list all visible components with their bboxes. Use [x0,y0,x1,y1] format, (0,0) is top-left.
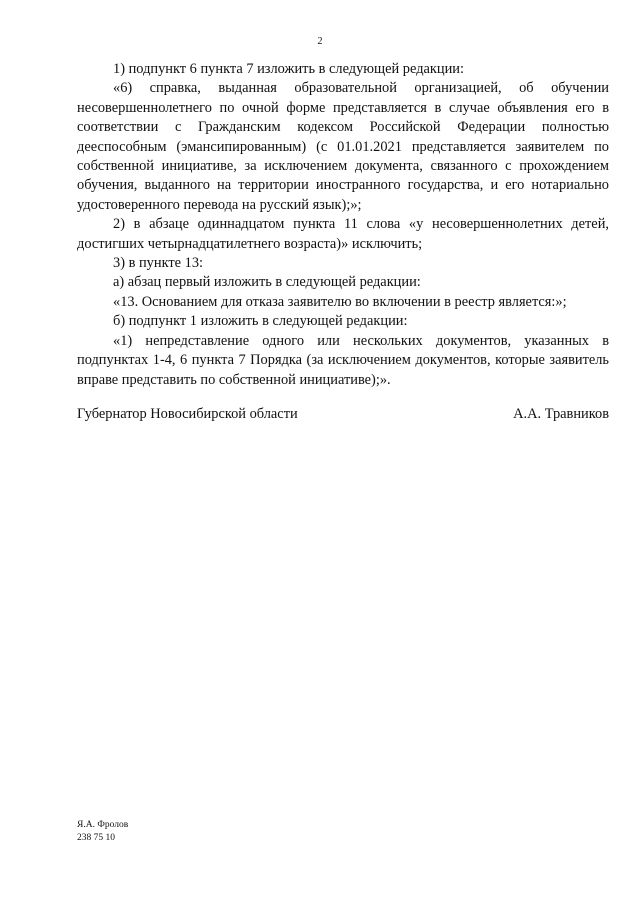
paragraph-5: а) абзац первый изложить в следующей редакции: [113,274,421,291]
paragraph-2: «6) справка, выданная образовательной организацией, об обучении несовершеннолетнего по очной форме представляется в случае объявления его в соответствии с Гражданским кодексом Российской Федерации полностью дееспособным (эмансипированным) (с 01.01.2021 представляется заявителем по собственной инициативе, за исключением документа, связанного с прохождением обучения, выданного на территории иностранного государства, и его нотариально удостоверенного перевода на русский язык);»; [77,80,609,213]
paragraph-4: 3) в пункте 13: [113,255,204,272]
executor-phone: 238 75 10 [77,833,115,843]
paragraph-6: «13. Основанием для отказа заявителю во включении в реестр является:»; [113,293,567,310]
signature-block [77,406,609,423]
signatory-position: Губернатор Новосибирской области [77,406,298,422]
signatory-name: А.А. Травников [513,406,609,422]
paragraph-7: б) подпункт 1 изложить в следующей редакции: [113,313,408,330]
executor-footer [77,819,128,845]
executor-name: Я.А. Фролов [77,820,129,830]
page-number: 2 [317,36,323,47]
paragraph-8: «1) непредставление одного или нескольких документов, указанных в подпунктах 1-4, 6 пункта 7 Порядка (за исключением документов, которые заявитель вправе представить по собственной инициативе);». [77,332,609,388]
document-body [77,60,609,390]
paragraph-1: 1) подпункт 6 пункта 7 изложить в следующей редакции: [113,61,464,77]
paragraph-3: 2) в абзаце одиннадцатом пункта 11 слова «у несовершеннолетних детей, достигших четырнадцатилетнего возраста)» исключить; [77,216,609,252]
